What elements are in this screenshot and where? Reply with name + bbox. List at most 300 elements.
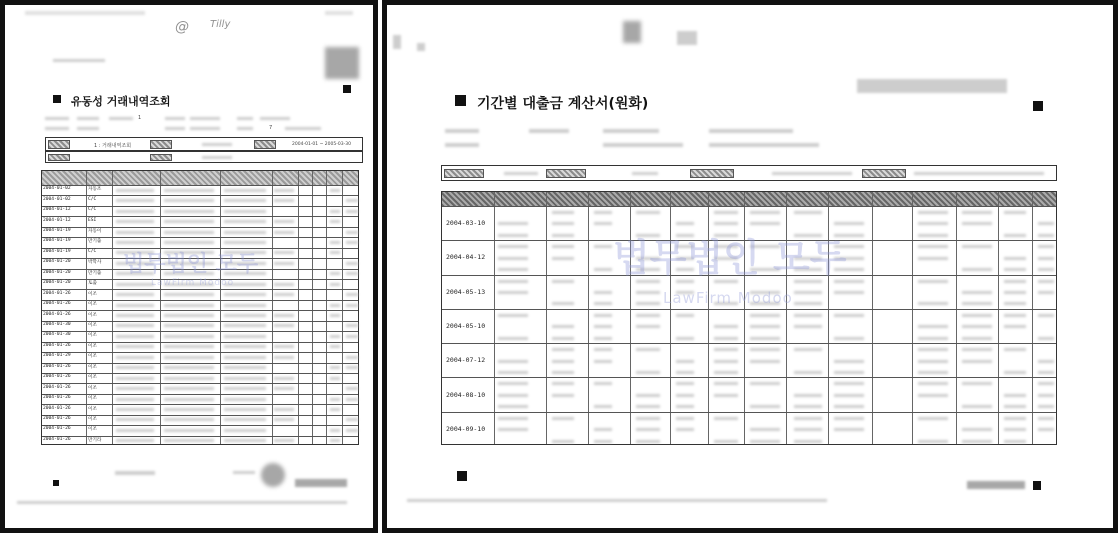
table-cell	[274, 262, 294, 265]
table-cell	[1038, 394, 1054, 397]
column-divider	[298, 171, 299, 444]
field-value	[202, 156, 232, 159]
table-cell	[164, 345, 214, 348]
table-cell	[636, 302, 660, 305]
column-divider	[86, 171, 87, 444]
table-cell	[676, 222, 694, 225]
table-cell	[1004, 371, 1026, 374]
table-cell	[834, 360, 864, 363]
table-cell	[346, 429, 358, 432]
table-cell	[498, 234, 528, 237]
table-cell	[962, 360, 992, 363]
period-label: 1 : 거래내역조회	[94, 143, 132, 149]
table-cell	[714, 280, 738, 283]
table-cell	[274, 220, 294, 223]
table-cell	[330, 366, 340, 369]
transaction-date: 2004-01-20	[43, 280, 71, 286]
transaction-date: 2004-01-02	[43, 196, 71, 202]
table-cell	[1004, 325, 1026, 328]
field-label	[603, 129, 659, 133]
table-cell	[224, 429, 266, 432]
table-cell	[834, 222, 864, 225]
transaction-type: 만기출	[88, 239, 102, 245]
table-cell	[224, 251, 266, 254]
table-cell	[274, 418, 294, 421]
table-cell	[714, 348, 738, 351]
table-cell	[794, 257, 822, 260]
table-cell	[962, 268, 992, 271]
table-cell	[918, 325, 948, 328]
transaction-date: 2004-01-19	[43, 228, 71, 233]
table-cell	[330, 210, 340, 213]
table-cell	[1038, 280, 1054, 283]
table-cell	[834, 394, 864, 397]
table-cell	[164, 199, 214, 202]
table-cell	[834, 245, 864, 248]
table-cell	[552, 257, 574, 260]
row-divider	[442, 309, 1056, 310]
field-value	[77, 127, 99, 130]
table-cell	[714, 245, 738, 248]
search-label	[444, 169, 484, 178]
table-cell	[224, 262, 266, 265]
table-cell	[224, 408, 266, 411]
table-cell	[224, 345, 266, 348]
blurred-header-text	[325, 11, 353, 15]
handwritten-note	[857, 79, 1007, 93]
table-cell	[224, 387, 266, 390]
table-cell	[594, 440, 612, 443]
row-divider	[442, 412, 1056, 413]
table-cell	[750, 314, 780, 317]
field-value	[504, 172, 538, 175]
table-cell	[1004, 314, 1026, 317]
period-date: 2004-07-12	[446, 356, 486, 365]
table-cell	[498, 314, 528, 317]
watermark-sub: LawFirm Modoo	[663, 289, 793, 307]
period-date: 2004-05-10	[446, 322, 486, 330]
column-divider	[588, 192, 589, 444]
period-date: 2004-04-12	[446, 253, 486, 262]
table-cell	[164, 304, 214, 307]
watermark: 법무법인 모두	[123, 252, 259, 277]
table-cell	[794, 280, 822, 283]
column-divider	[912, 192, 913, 444]
table-cell	[714, 222, 738, 225]
table-cell	[274, 189, 294, 192]
table-cell	[594, 405, 612, 408]
table-cell	[1004, 417, 1026, 420]
table-cell	[714, 360, 738, 363]
table-cell	[962, 222, 992, 225]
table-cell	[164, 283, 214, 286]
table-cell	[164, 429, 214, 432]
scan-mark	[393, 35, 401, 49]
table-cell	[164, 189, 214, 192]
transaction-type: C/C	[88, 196, 97, 202]
field-value: 7	[269, 125, 273, 131]
right-document-panel	[382, 0, 1118, 533]
table-cell	[794, 371, 822, 374]
table-cell	[594, 245, 612, 248]
table-cell	[962, 325, 992, 328]
table-cell	[498, 360, 528, 363]
transaction-date: 2004-01-20	[43, 269, 71, 275]
column-divider	[342, 171, 343, 444]
corner-mark	[343, 85, 351, 93]
period-date: 2004-05-13	[446, 287, 486, 296]
table-cell	[346, 272, 358, 275]
field-value	[285, 127, 321, 130]
column-divider	[670, 192, 671, 444]
table-cell	[498, 291, 528, 294]
table-cell	[116, 345, 154, 348]
table-cell	[962, 337, 992, 340]
field-label	[237, 117, 253, 120]
table-cell	[498, 428, 528, 431]
field-value	[190, 127, 220, 130]
field-value	[603, 143, 683, 147]
table-cell	[330, 272, 340, 275]
table-cell	[346, 293, 358, 296]
table-cell	[714, 440, 738, 443]
table-cell	[1038, 337, 1054, 340]
table-cell	[794, 234, 822, 237]
field-value	[709, 129, 793, 133]
transaction-table	[41, 170, 359, 445]
table-cell	[224, 199, 266, 202]
table-cell	[498, 337, 528, 340]
search-label	[150, 154, 172, 161]
transaction-type: 이조	[88, 364, 97, 370]
table-cell	[330, 398, 340, 401]
table-cell	[714, 337, 738, 340]
table-cell	[224, 314, 266, 317]
table-cell	[962, 405, 992, 408]
table-cell	[224, 210, 266, 213]
table-cell	[1004, 348, 1026, 351]
table-cell	[224, 335, 266, 338]
table-cell	[552, 337, 574, 340]
table-cell	[750, 291, 780, 294]
table-cell	[552, 280, 574, 283]
column-divider	[630, 192, 631, 444]
table-cell	[224, 231, 266, 234]
title-square-icon	[455, 95, 466, 106]
search-label	[690, 169, 734, 178]
table-cell	[636, 291, 660, 294]
table-cell	[116, 251, 154, 254]
transaction-type: 이조	[88, 322, 97, 328]
field-value	[529, 129, 569, 133]
column-divider	[546, 192, 547, 444]
table-cell	[224, 272, 266, 275]
table-cell	[676, 234, 694, 237]
transaction-type: 이조	[88, 406, 97, 412]
table-cell	[594, 337, 612, 340]
table-cell	[224, 324, 266, 327]
table-cell	[274, 324, 294, 327]
table-cell	[918, 302, 948, 305]
table-cell	[116, 377, 154, 380]
transaction-date: 2004-01-26	[43, 311, 71, 317]
document-title: 기간별 대출금 계산서(원화)	[477, 96, 649, 112]
table-cell	[918, 222, 948, 225]
table-cell	[330, 241, 340, 244]
table-cell	[330, 314, 340, 317]
transaction-date: 2004-01-26	[43, 436, 71, 442]
table-cell	[918, 394, 948, 397]
table-cell	[498, 245, 528, 248]
table-cell	[714, 417, 738, 420]
footer-text	[233, 471, 255, 474]
table-cell	[224, 241, 266, 244]
table-cell	[346, 262, 358, 265]
period-date: 2004-08-10	[446, 390, 486, 399]
transaction-type: 이조	[88, 343, 97, 349]
table-cell	[164, 272, 214, 275]
row-divider	[442, 275, 1056, 276]
transaction-date: 2004-01-26	[43, 363, 71, 369]
column-divider	[312, 171, 313, 444]
search-box-row-2	[45, 151, 363, 163]
table-cell	[224, 304, 266, 307]
table-cell	[330, 439, 340, 442]
transaction-type: 이조	[88, 416, 97, 422]
table-cell	[346, 231, 358, 234]
table-cell	[1038, 382, 1054, 385]
table-cell	[116, 356, 154, 359]
column-divider	[326, 171, 327, 444]
table-cell	[330, 377, 340, 380]
document-title: 유동성 거래내역조회	[71, 95, 171, 108]
table-cell	[636, 234, 660, 237]
table-cell	[164, 220, 214, 223]
field-label	[165, 117, 185, 120]
table-cell	[224, 293, 266, 296]
transaction-type: 이조	[88, 354, 97, 360]
stamp-mark	[623, 21, 641, 43]
table-cell	[594, 222, 612, 225]
row-divider	[442, 240, 1056, 241]
table-cell	[962, 428, 992, 431]
table-cell	[116, 210, 154, 213]
transaction-type: C/C	[88, 207, 97, 213]
table-cell	[750, 348, 780, 351]
table-cell	[346, 210, 358, 213]
column-divider	[708, 192, 709, 444]
transaction-date: 2004-01-26	[43, 384, 71, 390]
table-cell	[750, 405, 780, 408]
field-label	[109, 117, 133, 120]
table-cell	[224, 398, 266, 401]
table-cell	[552, 222, 574, 225]
transaction-date: 2004-01-02	[43, 186, 71, 192]
table-cell	[552, 302, 574, 305]
table-cell	[116, 189, 154, 192]
table-cell	[962, 348, 992, 351]
field-value	[772, 172, 852, 175]
period-date: 2004-03-10	[446, 219, 486, 228]
table-cell	[116, 314, 154, 317]
table-cell	[330, 251, 340, 254]
table-cell	[164, 231, 214, 234]
table-cell	[274, 356, 294, 359]
table-cell	[330, 283, 340, 286]
search-label	[862, 169, 906, 178]
table-cell	[834, 371, 864, 374]
table-cell	[1004, 405, 1026, 408]
table-cell	[794, 211, 822, 214]
table-cell	[962, 382, 992, 385]
field-label	[237, 127, 253, 130]
table-cell	[116, 324, 154, 327]
table-cell	[346, 324, 358, 327]
table-cell	[552, 382, 574, 385]
transaction-type: 이조	[88, 427, 97, 433]
field-value	[202, 143, 232, 146]
transaction-date: 2004-01-26	[43, 395, 71, 400]
table-cell	[594, 382, 612, 385]
table-cell	[116, 220, 154, 223]
table-cell	[552, 245, 574, 248]
table-cell	[1038, 234, 1054, 237]
table-cell	[1038, 291, 1054, 294]
table-cell	[918, 440, 948, 443]
table-cell	[164, 324, 214, 327]
field-value	[77, 117, 99, 120]
table-cell	[676, 405, 694, 408]
stamp-mark: @	[175, 19, 189, 35]
table-cell	[330, 335, 340, 338]
transaction-type: 이조	[88, 385, 97, 391]
table-cell	[116, 408, 154, 411]
blurred-text	[53, 59, 105, 62]
table-cell	[552, 234, 574, 237]
table-cell	[676, 394, 694, 397]
watermark: 법무법인 모두	[613, 236, 847, 280]
table-cell	[714, 325, 738, 328]
table-cell	[676, 280, 694, 283]
table-cell	[962, 291, 992, 294]
transaction-type: 자동이	[88, 229, 102, 234]
table-cell	[714, 371, 738, 374]
table-cell	[1038, 314, 1054, 317]
transaction-date: 2004-01-26	[43, 290, 71, 296]
title-square-icon	[53, 95, 61, 103]
table-cell	[274, 387, 294, 390]
field-value	[260, 117, 290, 120]
table-cell	[498, 405, 528, 408]
transaction-type: 토출	[88, 281, 97, 287]
table-cell	[164, 356, 214, 359]
table-cell	[224, 377, 266, 380]
field-label	[445, 143, 479, 147]
table-cell	[116, 429, 154, 432]
signature-block	[967, 481, 1025, 489]
table-cell	[274, 199, 294, 202]
column-divider	[956, 192, 957, 444]
table-cell	[750, 337, 780, 340]
table-cell	[116, 304, 154, 307]
table-cell	[1038, 268, 1054, 271]
table-cell	[636, 371, 660, 374]
table-cell	[552, 360, 574, 363]
table-cell	[714, 302, 738, 305]
table-cell	[116, 231, 154, 234]
table-cell	[116, 398, 154, 401]
table-cell	[636, 440, 660, 443]
table-cell	[274, 408, 294, 411]
table-cell	[918, 257, 948, 260]
table-cell	[834, 405, 864, 408]
table-cell	[1038, 417, 1054, 420]
table-cell	[636, 405, 660, 408]
stamp-mark	[677, 31, 697, 45]
table-cell	[794, 314, 822, 317]
watermark-sub: LawFirm Modoo	[151, 278, 235, 288]
table-cell	[794, 428, 822, 431]
scan-mark	[417, 43, 425, 51]
period-value: 2004-01-01 ~ 2005-03-30	[292, 142, 351, 147]
table-cell	[116, 293, 154, 296]
table-cell	[834, 417, 864, 420]
table-cell	[346, 241, 358, 244]
table-cell	[676, 417, 694, 420]
transaction-date: 2004-01-29	[43, 353, 71, 359]
table-cell	[164, 293, 214, 296]
table-cell	[676, 371, 694, 374]
table-cell	[330, 429, 340, 432]
table-cell	[346, 199, 358, 202]
table-cell	[750, 302, 780, 305]
table-cell	[224, 283, 266, 286]
table-cell	[918, 348, 948, 351]
search-label	[546, 169, 586, 178]
transaction-date: 2004-01-26	[43, 374, 71, 380]
table-cell	[918, 417, 948, 420]
table-cell	[224, 189, 266, 192]
left-document-panel	[0, 0, 378, 533]
table-cell	[1038, 428, 1054, 431]
transaction-date: 2004-01-26	[43, 301, 71, 307]
transaction-type: 이조	[88, 375, 97, 381]
search-label	[48, 140, 70, 149]
table-cell	[918, 234, 948, 237]
table-cell	[794, 348, 822, 351]
column-divider	[160, 171, 161, 444]
table-cell	[274, 345, 294, 348]
table-cell	[636, 268, 660, 271]
table-cell	[164, 262, 214, 265]
table-cell	[962, 302, 992, 305]
table-cell	[962, 245, 992, 248]
table-cell	[1004, 234, 1026, 237]
table-cell	[164, 335, 214, 338]
search-box-row-1	[45, 137, 363, 151]
table-cell	[676, 382, 694, 385]
table-cell	[676, 337, 694, 340]
table-cell	[714, 211, 738, 214]
column-divider	[872, 192, 873, 444]
table-cell	[498, 382, 528, 385]
table-cell	[552, 325, 574, 328]
table-cell	[636, 325, 660, 328]
table-cell	[918, 211, 948, 214]
table-cell	[1004, 211, 1026, 214]
table-cell	[834, 428, 864, 431]
table-header	[42, 171, 358, 185]
